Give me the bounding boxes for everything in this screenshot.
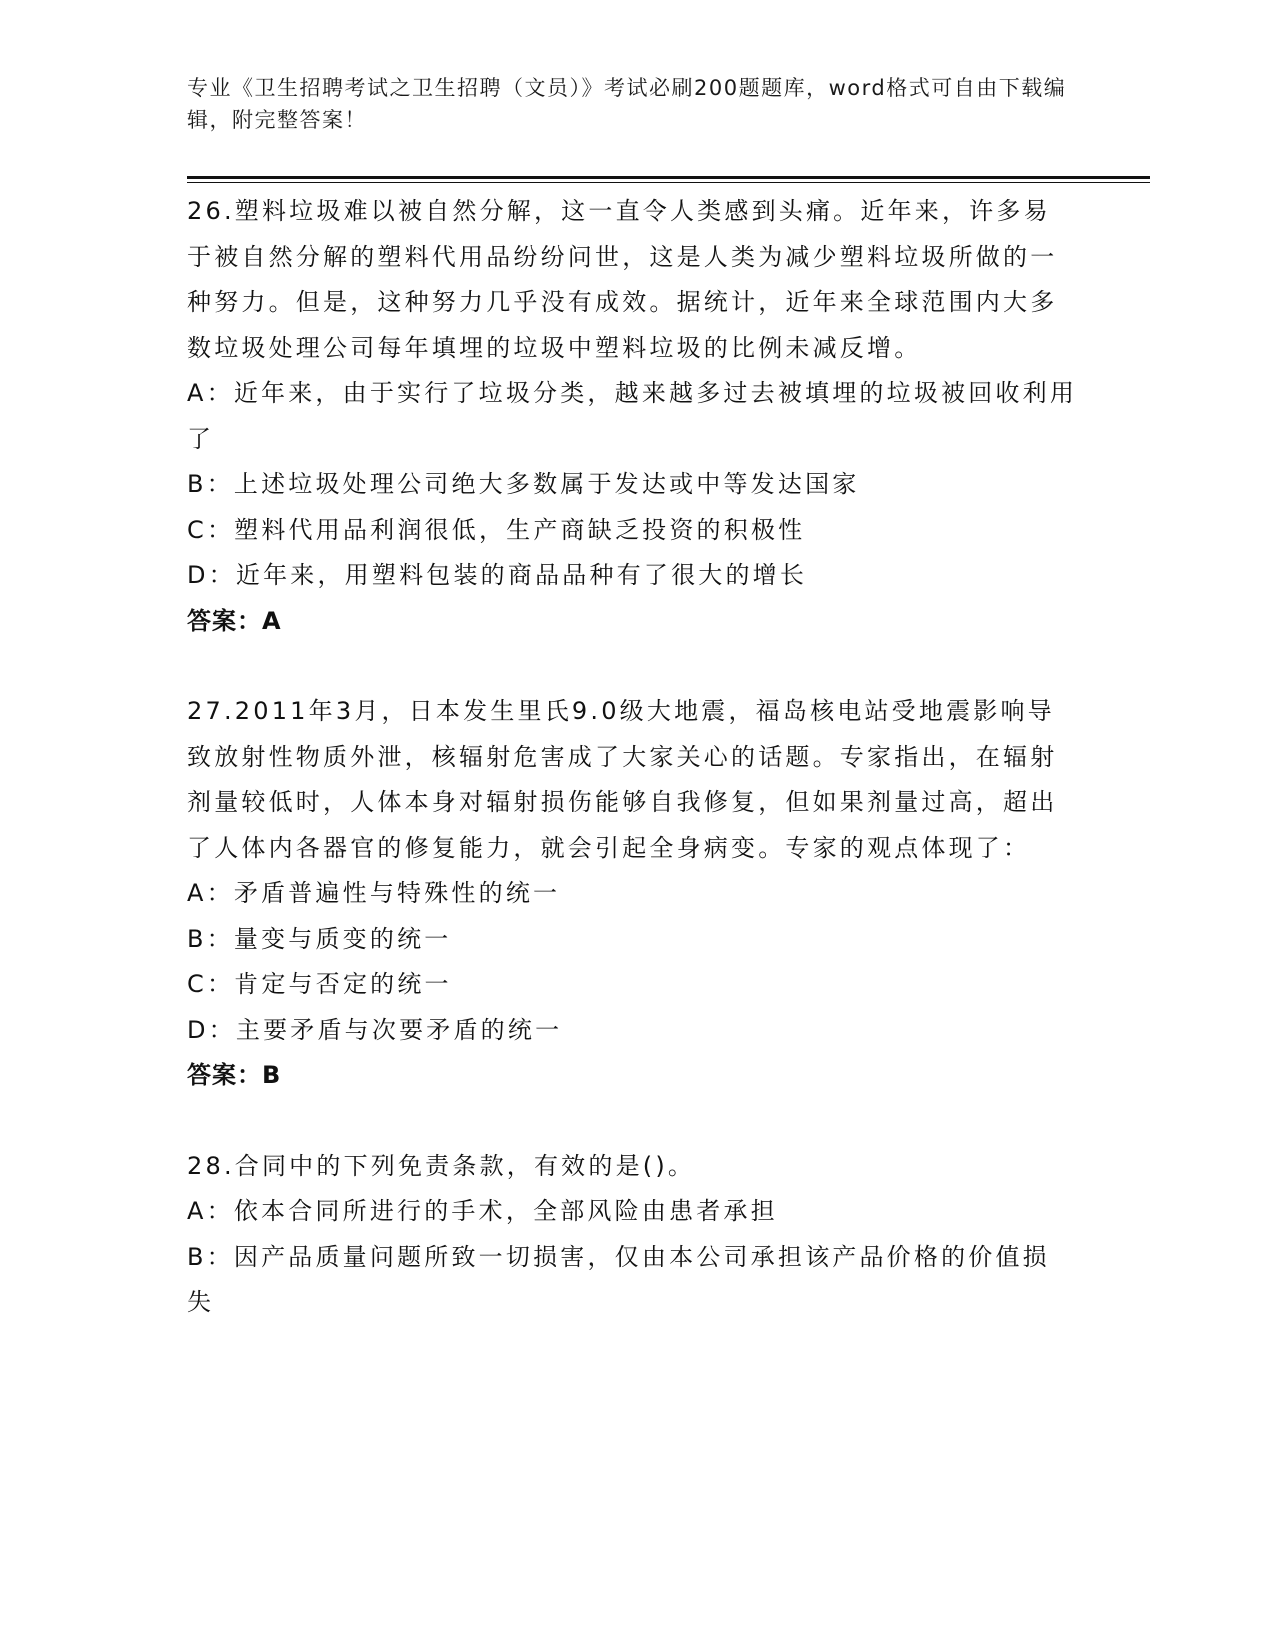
- option-d: D：近年来，用塑料包装的商品品种有了很大的增长: [187, 561, 808, 589]
- option-c: C：肯定与否定的统一: [187, 970, 452, 998]
- option-c: C：塑料代用品利润很低，生产商缺乏投资的积极性: [187, 515, 806, 544]
- header-divider-thin: [187, 182, 1150, 183]
- option-a: A：矛盾普遍性与特殊性的统一: [187, 879, 561, 907]
- question-stem: 27.2011年3月，日本发生里氏9.0级大地震，福岛核电站受地震影响导致放射性物质外泄，核辐射危害成了大家关心的话题。专家指出，在辐射剂量较低时，人体本身对辐射损伤能够自我修复，但如果剂量过高，超出了人体内各器官的修复能力，就会引起全身病变。专家的观点体现了：: [187, 697, 1058, 862]
- question-26: [187, 189, 1077, 644]
- question-stem: 28.合同中的下列免责条款，有效的是()。: [187, 1151, 696, 1180]
- page-header: 专业《卫生招聘考试之卫生招聘（文员）》考试必刷200题题库，word格式可自由下载编辑，附完整答案！: [187, 76, 1067, 132]
- question-stem: 26.塑料垃圾难以被自然分解，这一直令人类感到头痛。近年来，许多易于被自然分解的塑料代用品纷纷问世，这是人类为减少塑料垃圾所做的一种努力。但是，这种努力几乎没有成效。据统计，近年来全球范围内大多数垃圾处理公司每年填埋的垃圾中塑料垃圾的比例未减反增。: [187, 197, 1058, 362]
- option-a: A：近年来，由于实行了垃圾分类，越来越多过去被填埋的垃圾被回收利用了: [187, 379, 1078, 453]
- header-divider-thick: [187, 176, 1150, 179]
- question-list: [187, 189, 1077, 1326]
- option-b: B：量变与质变的统一: [187, 924, 452, 953]
- option-a: A：依本合同所进行的手术，全部风险由患者承担: [187, 1197, 778, 1225]
- answer-label: 答案：B: [187, 1061, 282, 1089]
- option-b: B：上述垃圾处理公司绝大多数属于发达或中等发达国家: [187, 470, 860, 498]
- question-28: [187, 1144, 1077, 1326]
- option-d: D：主要矛盾与次要矛盾的统一: [187, 1015, 563, 1044]
- answer-label: 答案：A: [187, 606, 282, 635]
- question-27: [187, 689, 1077, 1099]
- option-b: B：因产品质量问题所致一切损害，仅由本公司承担该产品价格的价值损失: [187, 1242, 1050, 1316]
